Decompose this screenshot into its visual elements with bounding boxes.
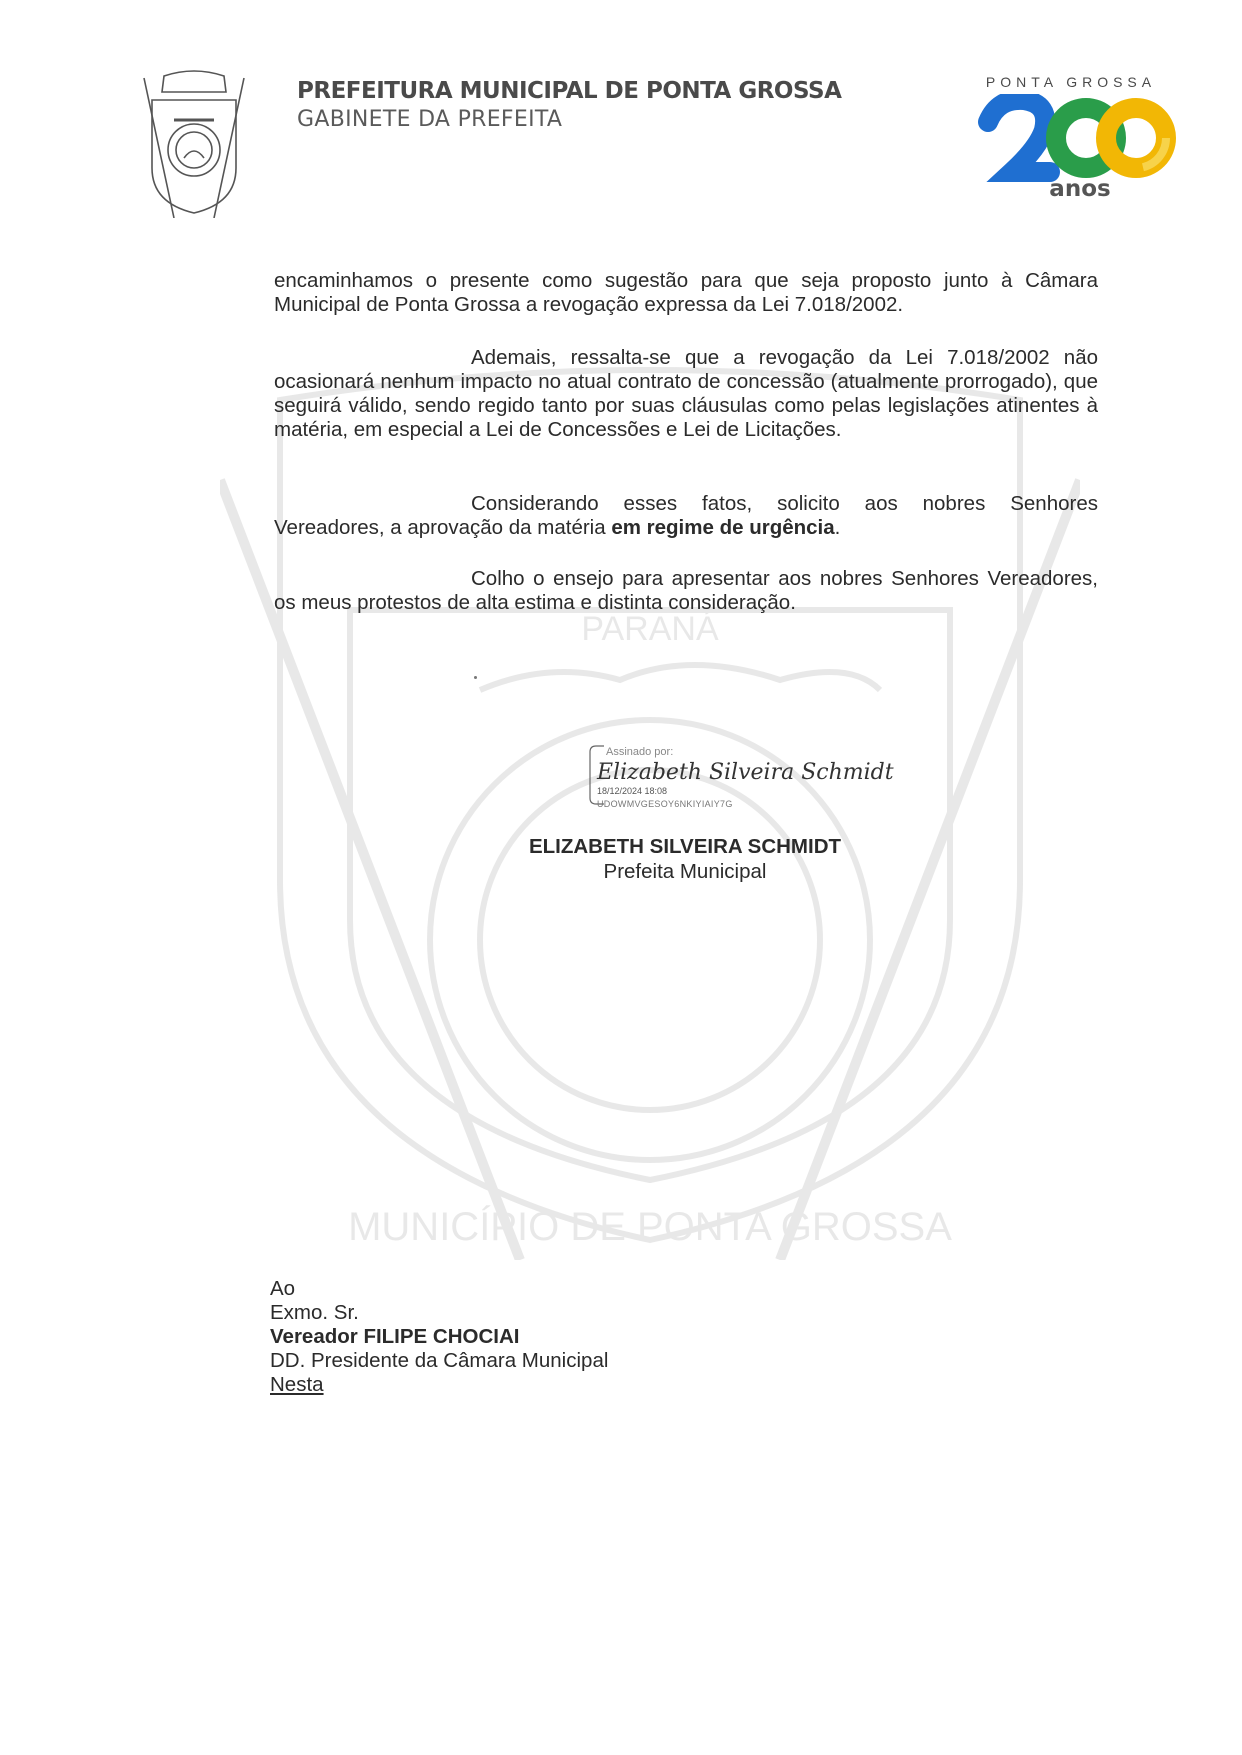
anniversary-logo (960, 70, 1182, 210)
watermark-top-text: PARANÁ (581, 610, 719, 648)
paragraph-text: encaminhamos o presente como sugestão para que seja proposto junto à Câmara Municipal de Ponta Grossa a revogação expressa da Lei 7.018/2002. (274, 269, 1098, 316)
handwritten-signature: Elizabeth Silveira Schmidt (597, 760, 894, 785)
anniversary-label: anos (1049, 176, 1111, 202)
anniversary-200-icon (968, 94, 1178, 184)
addressee-title: DD. Presidente da Câmara Municipal (270, 1349, 609, 1372)
paragraph-text: Colho o ensejo para apresentar aos nobres Senhores Vereadores, os meus protestos de alta estima e distinta consideração. (274, 567, 1098, 614)
municipal-coat-of-arms-icon (134, 68, 254, 218)
page-subtitle: GABINETE DA PREFEITA (297, 107, 563, 132)
body-paragraph-3 (274, 492, 1098, 540)
watermark-bottom-text: MUNICÍPIO DE PONTA GROSSA (348, 1205, 952, 1249)
addressee-line-1: Ao (270, 1277, 296, 1300)
paragraph-text: Ademais, ressalta-se que a revogação da Lei 7.018/2002 não ocasionará nenhum impacto no atual contrato de concessão (atualmente prorrogado), que seguirá válido, sendo regido tanto por suas cláusulas como pelas legislações atinentes à matéria, em especial a Lei de Concessões e Lei de Licitações. (274, 346, 1098, 441)
addressee-location: Nesta (270, 1373, 324, 1396)
page-title: PREFEITURA MUNICIPAL DE PONTA GROSSA (297, 78, 842, 104)
body-paragraph-1 (274, 269, 1098, 317)
urgency-emphasis: em regime de urgência (611, 516, 835, 539)
paragraph-text-end: . (834, 516, 841, 539)
anniversary-city: PONTA GROSSA (985, 74, 1157, 90)
signature-stamp-label: Assinado por: (606, 746, 674, 758)
signer-name: ELIZABETH SILVEIRA SCHMIDT (528, 835, 842, 858)
addressee-line-2: Exmo. Sr. (270, 1301, 359, 1324)
paragraph-text-start: Considerando esses fatos, solicito aos nobres Senhores Vereadores, a aprovação da matéria (274, 492, 1098, 539)
paragraph-text (274, 492, 1098, 540)
signer-role: Prefeita Municipal (603, 860, 767, 883)
stray-dot (474, 676, 477, 679)
body-paragraph-2 (274, 346, 1098, 442)
signature-code: UDOWMVGESOY6NKIYIAIY7G (597, 799, 733, 809)
signature-date: 18/12/2024 18:08 (597, 786, 668, 796)
addressee-name: Vereador FILIPE CHOCIAI (270, 1325, 520, 1348)
body-paragraph-4 (274, 567, 1098, 615)
